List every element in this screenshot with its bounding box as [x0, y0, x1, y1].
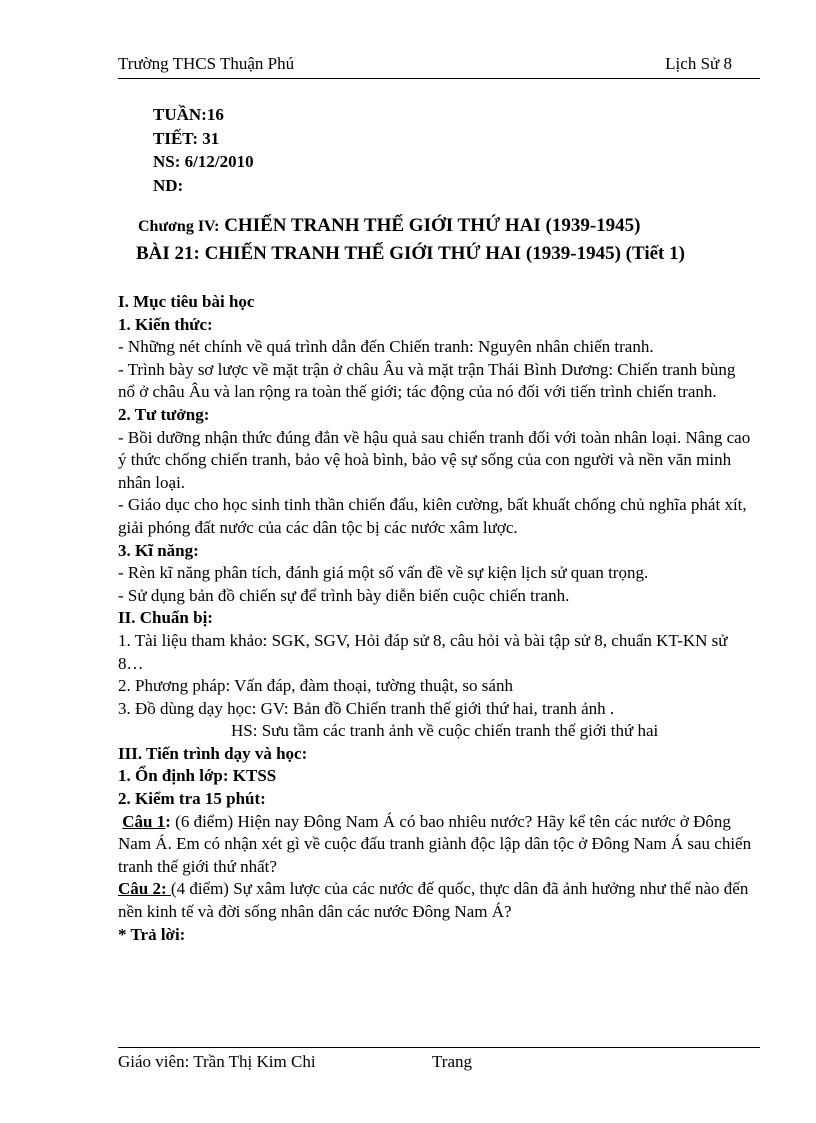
body-line: 1. Ổn định lớp: KTSS	[118, 766, 277, 786]
body-line: - Những nét chính về quá trình dẫn đến Chiến tranh: Nguyên nhân chiến tranh.	[118, 337, 654, 357]
ns-date: NS: 6/12/2010	[153, 152, 254, 171]
teacher-name: Giáo viên: Trần Thị Kim Chi	[118, 1052, 316, 1071]
chapter-prefix: Chương IV:	[138, 218, 220, 235]
week: TUẦN:16	[153, 105, 224, 124]
question-2-text: (4 điểm) Sự xâm lược của các nước đế quốc, thực dân đã ảnh hưởng như thế nào đến nền kinh tế và đời sống nhân dân các nước Đông Nam Á?	[118, 879, 749, 922]
body-line: 2. Phương pháp: Vấn đáp, đàm thoại, tường thuật, so sánh	[118, 676, 513, 696]
page-label: Trang	[432, 1052, 472, 1071]
lesson-title: BÀI 21: CHIẾN TRANH THẾ GIỚI THỨ HAI (1939-1945) (Tiết 1)	[136, 243, 685, 264]
period: TIẾT: 31	[153, 128, 220, 148]
lesson-meta	[153, 103, 254, 197]
body-line: - Bồi dưỡng nhận thức đúng đắn về hậu quả sau chiến tranh đối với toàn nhân loại. Nâng cao ý thức chống chiến tranh, bảo vệ hoà bình, bảo vệ sự sống của con người và nền văn minh nhân loại.	[118, 427, 751, 492]
question-2	[118, 878, 754, 923]
body-line: - Rèn kĩ năng phân tích, đánh giá một số vấn đề về sự kiện lịch sử quan trọng.	[118, 563, 649, 583]
page-header	[118, 52, 760, 79]
body-line: 1. Kiến thức:	[118, 314, 213, 334]
body-line: - Trình bày sơ lược về mặt trận ở châu Âu và mặt trận Thái Bình Dương: Chiến tranh bùng nổ ở châu Âu và lan rộng ra toàn thế giới; tác động của nó đối với tiến trình chiến tranh.	[118, 359, 736, 402]
body-line: 2. Tư tưởng:	[118, 404, 210, 424]
body-line: 1. Tài liệu tham khảo: SGK, SGV, Hỏi đáp sử 8, câu hỏi và bài tập sử 8, chuẩn KT-KN sử 8…	[118, 630, 728, 673]
body-line: - Giáo dục cho học sinh tinh thần chiến đấu, kiên cường, bất khuất chống chủ nghĩa phát xít, giải phóng đất nước của các dân tộc bị các nước xâm lược.	[118, 495, 747, 537]
body-line: - Sử dụng bản đồ chiến sự để trình bày diễn biến cuộc chiến tranh.	[118, 585, 570, 605]
chapter-title: CHIẾN TRANH THẾ GIỚI THỨ HAI (1939-1945)	[224, 215, 641, 236]
body-line: III. Tiến trình dạy và học:	[118, 743, 308, 763]
chapter-heading	[138, 215, 641, 237]
question-2-label: Câu 2:	[118, 879, 171, 899]
body-line: 3. Đồ dùng dạy học: GV: Bản đồ Chiến tranh thế giới thứ hai, tranh ảnh .	[118, 698, 615, 718]
lesson-body	[118, 291, 754, 946]
body-line: II. Chuẩn bị:	[118, 608, 213, 628]
body-line: I. Mục tiêu bài học	[118, 292, 255, 311]
body-line: 3. Kĩ năng:	[118, 540, 199, 560]
page-footer	[118, 1047, 760, 1071]
body-line: HS: Sưu tầm các tranh ảnh về cuộc chiến tranh thế giới thứ hai	[231, 721, 659, 741]
body-line: 2. Kiểm tra 15 phút:	[118, 789, 266, 809]
school-name: Trường THCS Thuận Phú	[118, 54, 295, 73]
body-lines	[118, 291, 754, 811]
answer-label: * Trả lời:	[118, 924, 186, 944]
subject-name: Lịch Sử 8	[665, 54, 732, 73]
question-1: Câu 1: (6 điểm) Hiện nay Đông Nam Á có bao nhiêu nước? Hãy kể tên các nước ở Đông Nam Á. Em có nhận xét gì về cuộc đấu tranh giành độc lập dân tộc ở Đông Nam Á sau chiến tranh thế giới thứ nhất?	[118, 811, 752, 876]
question-1-text: (6 điểm) Hiện nay Đông Nam Á có bao nhiêu nước? Hãy kể tên các nước ở Đông Nam Á. Em có nhận xét gì về cuộc đấu tranh giành độc lập dân tộc ở Đông Nam Á sau chiến tranh thế giới thứ nhất?	[118, 811, 752, 876]
nd-date: ND:	[153, 175, 184, 195]
question-1-label: Câu 1	[122, 811, 166, 831]
